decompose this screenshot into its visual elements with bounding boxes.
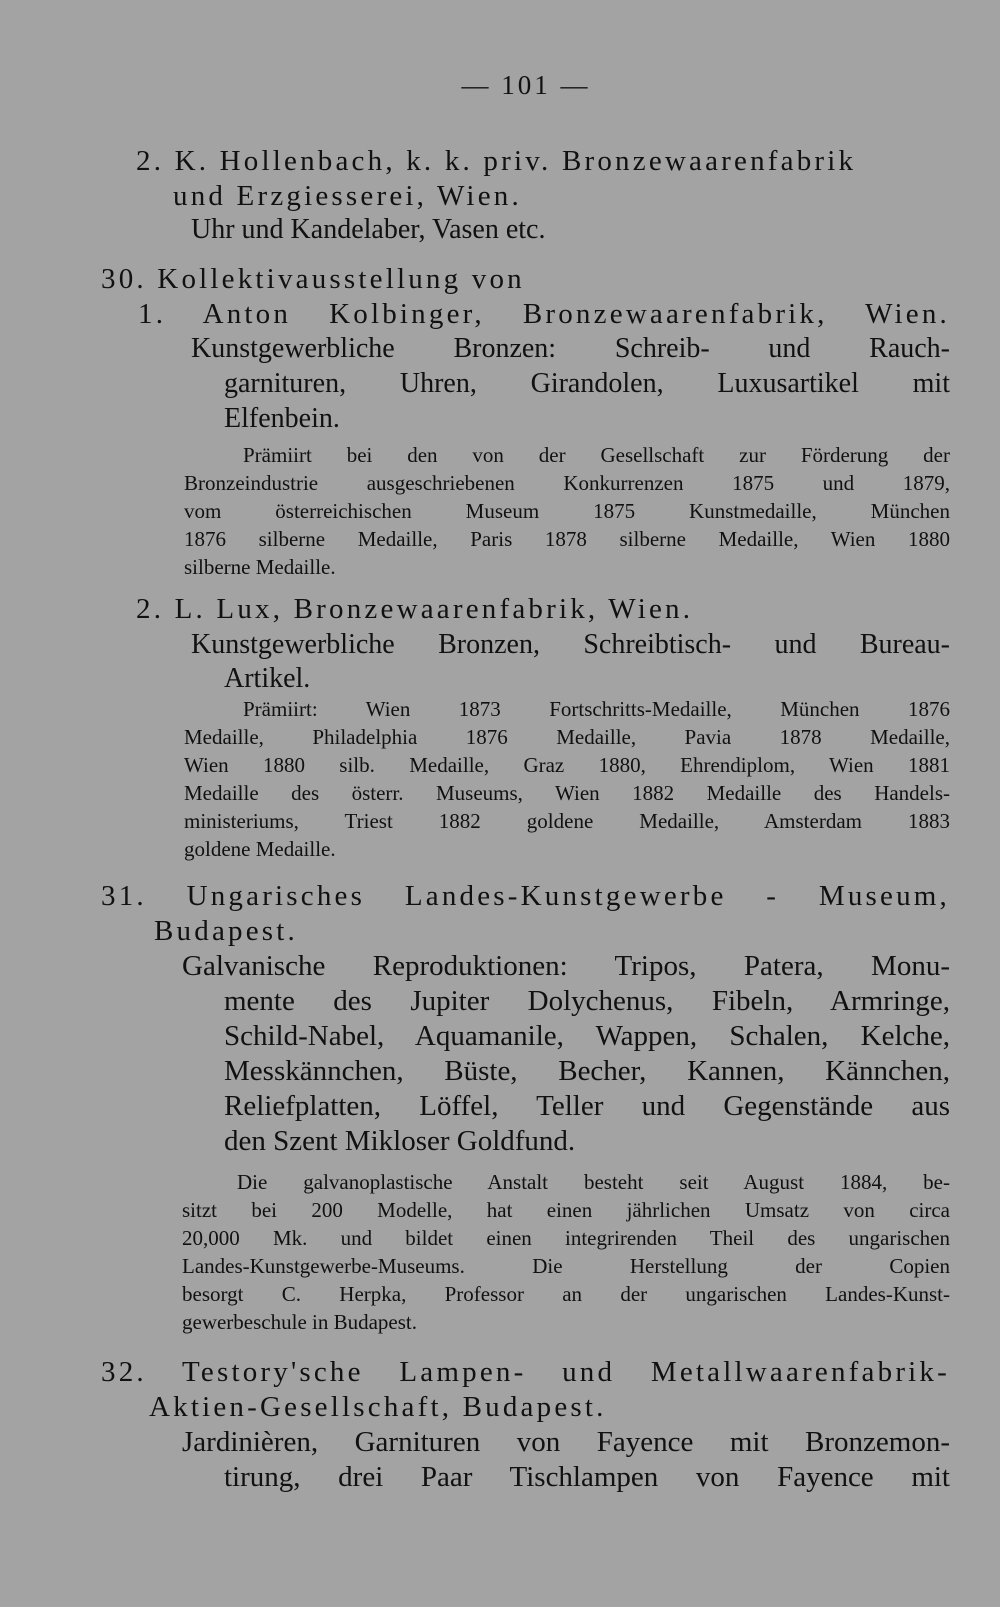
description-line: Landes-Kunstgewerbe-Museums. Die Herstellung der Copien	[182, 1254, 950, 1278]
entry-line: 2. K. Hollenbach, k. k. priv. Bronzewaarenfabrik	[136, 145, 857, 177]
entry-line: tirung, drei Paar Tischlampen von Fayence mit	[224, 1461, 950, 1493]
entry-line: Galvanische Reproduktionen: Tripos, Patera, Monu-	[182, 950, 950, 982]
entry-line: 1. Anton Kolbinger, Bronzewaarenfabrik, Wien.	[138, 298, 950, 330]
entry-line: Kunstgewerbliche Bronzen: Schreib- und Rauch-	[191, 333, 950, 364]
award-note-line: Medaille des österr. Museums, Wien 1882 Medaille des Handels-	[184, 781, 950, 805]
entry-line: 2. L. Lux, Bronzewaarenfabrik, Wien.	[136, 593, 694, 625]
entry-heading: 31. Ungarisches Landes-Kunstgewerbe - Museum,	[101, 880, 950, 912]
entry-line: Schild-Nabel, Aquamanile, Wappen, Schalen, Kelche,	[224, 1020, 950, 1052]
entry-line: Reliefplatten, Löffel, Teller und Gegenstände aus	[224, 1090, 950, 1122]
award-note-line: Bronzeindustrie ausgeschriebenen Konkurrenzen 1875 und 1879,	[184, 471, 950, 495]
entry-line: Uhr und Kandelaber, Vasen etc.	[191, 214, 546, 245]
entry-line: Jardinièren, Garnituren von Fayence mit Bronzemon-	[182, 1426, 950, 1458]
description-line: sitzt bei 200 Modelle, hat einen jährlichen Umsatz von circa	[182, 1198, 950, 1222]
description-line: gewerbeschule in Budapest.	[182, 1310, 418, 1334]
entry-heading: Aktien-Gesellschaft, Budapest.	[149, 1391, 607, 1423]
description-line: Die galvanoplastische Anstalt besteht seit August 1884, be-	[237, 1170, 950, 1194]
award-note-line: silberne Medaille.	[184, 555, 336, 579]
entry-line: Elfenbein.	[224, 403, 340, 434]
award-note-line: Prämiirt: Wien 1873 Fortschritts-Medaille, München 1876	[243, 697, 950, 721]
entry-heading: 30. Kollektivausstellung von	[101, 263, 525, 295]
description-line: 20,000 Mk. und bildet einen integrirenden Theil des ungarischen	[182, 1226, 950, 1250]
entry-line: den Szent Mikloser Goldfund.	[224, 1125, 576, 1157]
award-note-line: goldene Medaille.	[184, 837, 336, 861]
entry-line: Kunstgewerbliche Bronzen, Schreibtisch- und Bureau-	[191, 629, 950, 660]
description-line: besorgt C. Herpka, Professor an der ungarischen Landes-Kunst-	[182, 1282, 950, 1306]
award-note-line: Prämiirt bei den von der Gesellschaft zur Förderung der	[243, 443, 950, 467]
entry-line: Messkännchen, Büste, Becher, Kannen, Kännchen,	[224, 1055, 950, 1087]
entry-heading: Budapest.	[154, 915, 298, 947]
award-note-line: 1876 silberne Medaille, Paris 1878 silberne Medaille, Wien 1880	[184, 527, 950, 551]
award-note-line: vom österreichischen Museum 1875 Kunstmedaille, München	[184, 499, 950, 523]
award-note-line: Medaille, Philadelphia 1876 Medaille, Pavia 1878 Medaille,	[184, 725, 950, 749]
award-note-line: Wien 1880 silb. Medaille, Graz 1880, Ehrendiplom, Wien 1881	[184, 753, 950, 777]
award-note-line: ministeriums, Triest 1882 goldene Medaille, Amsterdam 1883	[184, 809, 950, 833]
entry-line: und Erzgiesserei, Wien.	[173, 180, 522, 212]
entry-line: Artikel.	[224, 663, 311, 694]
entry-line: mente des Jupiter Dolychenus, Fibeln, Armringe,	[224, 985, 950, 1017]
entry-heading: 32. Testory'sche Lampen- und Metallwaarenfabrik-	[101, 1356, 950, 1388]
entry-line: garnituren, Uhren, Girandolen, Luxusartikel mit	[224, 368, 950, 399]
page-number: — 101 —	[461, 70, 591, 100]
